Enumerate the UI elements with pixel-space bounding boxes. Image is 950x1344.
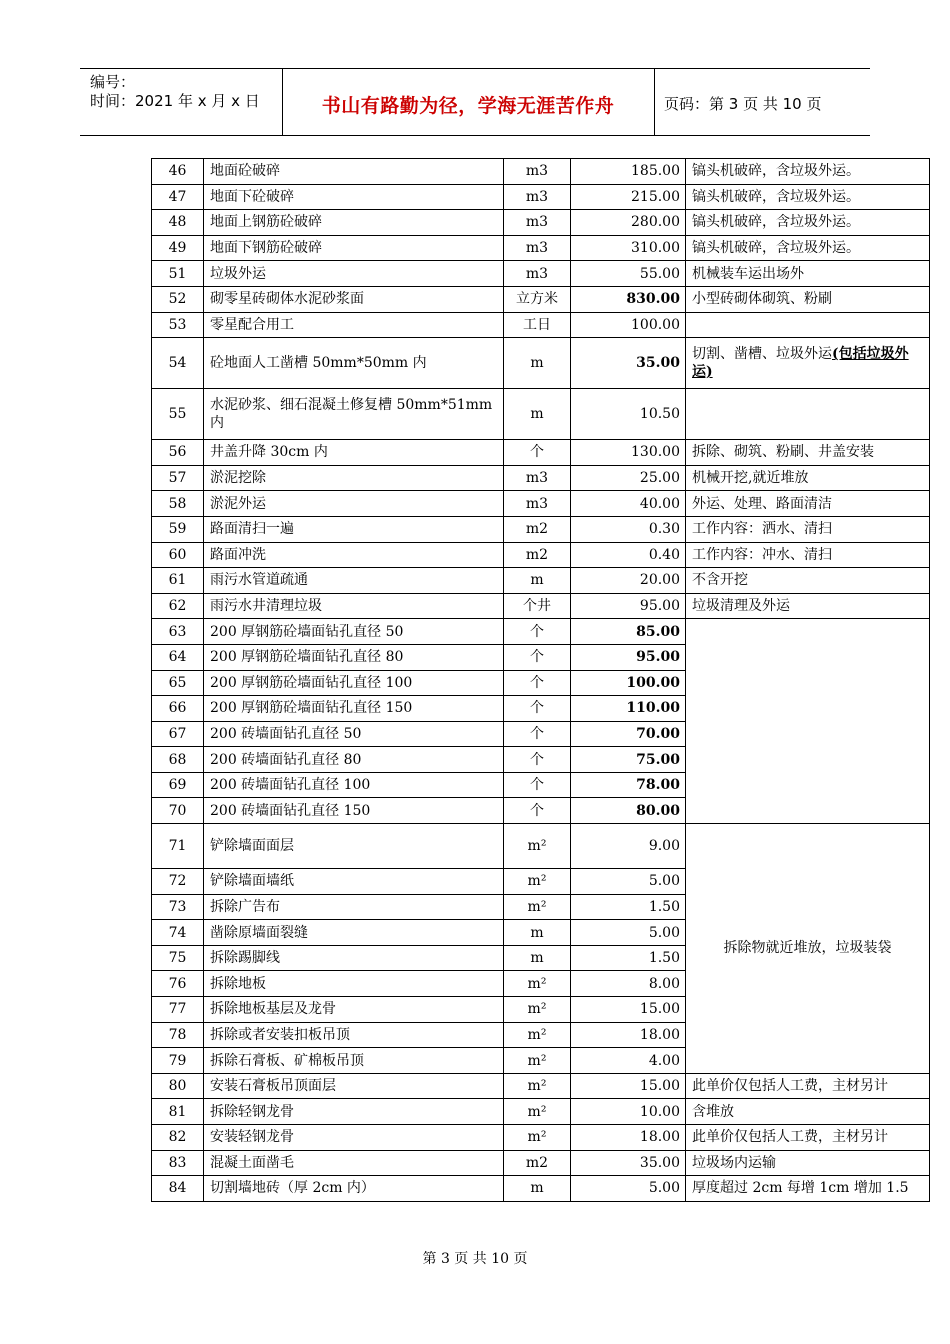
row-number: 65 <box>152 670 204 696</box>
unit-price: 70.00 <box>571 721 686 747</box>
unit: m <box>504 920 571 946</box>
row-number: 56 <box>152 440 204 466</box>
table-row <box>152 1176 930 1202</box>
row-number: 53 <box>152 312 204 338</box>
unit: 工日 <box>504 312 571 338</box>
row-number: 74 <box>152 920 204 946</box>
unit: m2 <box>504 1150 571 1176</box>
unit-price: 78.00 <box>571 772 686 798</box>
table-row <box>152 1125 930 1151</box>
description: 小型砖砌体砌筑、粉刷 <box>686 286 930 312</box>
row-number: 79 <box>152 1048 204 1074</box>
unit: m² <box>504 894 571 920</box>
table-row <box>152 1099 930 1125</box>
item-name: 地面砼破碎 <box>204 159 504 185</box>
unit: m3 <box>504 491 571 517</box>
row-number: 68 <box>152 747 204 773</box>
row-number: 55 <box>152 389 204 440</box>
unit: m² <box>504 1048 571 1074</box>
unit-price: 5.00 <box>571 1176 686 1202</box>
unit-price: 185.00 <box>571 159 686 185</box>
unit: m3 <box>504 184 571 210</box>
unit: m² <box>504 1073 571 1099</box>
description <box>686 338 930 389</box>
table-row <box>152 593 930 619</box>
description: 此单价仅包括人工费，主材另计 <box>686 1073 930 1099</box>
unit-price: 1.50 <box>571 894 686 920</box>
table-row <box>152 286 930 312</box>
item-name: 混凝土面凿毛 <box>204 1150 504 1176</box>
unit: m² <box>504 1022 571 1048</box>
unit-price: 95.00 <box>571 644 686 670</box>
unit-price: 830.00 <box>571 286 686 312</box>
row-number: 47 <box>152 184 204 210</box>
item-name: 拆除地板基层及龙骨 <box>204 997 504 1023</box>
doc-time-label: 时间：2021 年 x 月 x 日 <box>90 92 260 110</box>
unit-price: 95.00 <box>571 593 686 619</box>
item-name: 200 厚钢筋砼墙面钻孔直径 100 <box>204 670 504 696</box>
unit-price: 10.50 <box>571 389 686 440</box>
unit: m3 <box>504 210 571 236</box>
unit: 个井 <box>504 593 571 619</box>
item-name: 拆除踢脚线 <box>204 945 504 971</box>
unit: 个 <box>504 440 571 466</box>
description: 厚度超过 2cm 每增 1cm 增加 1.5 <box>686 1176 930 1202</box>
unit-price: 80.00 <box>571 798 686 824</box>
item-name: 拆除地板 <box>204 971 504 997</box>
table-row <box>152 491 930 517</box>
row-number: 67 <box>152 721 204 747</box>
unit: m3 <box>504 235 571 261</box>
row-number: 52 <box>152 286 204 312</box>
page-header <box>80 68 870 136</box>
item-name: 雨污水井清理垃圾 <box>204 593 504 619</box>
row-number: 62 <box>152 593 204 619</box>
item-name: 零星配合用工 <box>204 312 504 338</box>
description: 外运、处理、路面清洁 <box>686 491 930 517</box>
item-name: 路面冲洗 <box>204 542 504 568</box>
row-number: 46 <box>152 159 204 185</box>
description: 不含开挖 <box>686 568 930 594</box>
unit: 个 <box>504 644 571 670</box>
row-number: 69 <box>152 772 204 798</box>
item-name: 200 砖墙面钻孔直径 100 <box>204 772 504 798</box>
unit-price: 100.00 <box>571 670 686 696</box>
item-name: 砼地面人工凿槽 50mm*50mm 内 <box>204 338 504 389</box>
item-name: 地面上钢筋砼破碎 <box>204 210 504 236</box>
unit: m² <box>504 1125 571 1151</box>
item-name: 铲除墙面墙纸 <box>204 869 504 895</box>
unit-price: 110.00 <box>571 696 686 722</box>
row-number: 51 <box>152 261 204 287</box>
row-number: 73 <box>152 894 204 920</box>
unit-price: 25.00 <box>571 465 686 491</box>
unit-price: 0.40 <box>571 542 686 568</box>
unit-price: 10.00 <box>571 1099 686 1125</box>
item-name: 铲除墙面面层 <box>204 824 504 869</box>
unit: 个 <box>504 747 571 773</box>
item-name: 安装石膏板吊顶面层 <box>204 1073 504 1099</box>
unit: m2 <box>504 516 571 542</box>
row-number: 84 <box>152 1176 204 1202</box>
row-number: 70 <box>152 798 204 824</box>
unit: m <box>504 338 571 389</box>
item-name: 淤泥外运 <box>204 491 504 517</box>
unit-price: 8.00 <box>571 971 686 997</box>
table-row <box>152 261 930 287</box>
item-name: 地面下钢筋砼破碎 <box>204 235 504 261</box>
description <box>686 312 930 338</box>
item-name: 拆除或者安装扣板吊顶 <box>204 1022 504 1048</box>
description: 机械装车运出场外 <box>686 261 930 287</box>
item-name: 垃圾外运 <box>204 261 504 287</box>
table-row <box>152 1150 930 1176</box>
unit-price: 5.00 <box>571 920 686 946</box>
unit-price: 1.50 <box>571 945 686 971</box>
unit-price: 310.00 <box>571 235 686 261</box>
unit: m <box>504 389 571 440</box>
unit: 个 <box>504 772 571 798</box>
unit: m² <box>504 869 571 895</box>
item-name: 切割墙地砖（厚 2cm 内） <box>204 1176 504 1202</box>
table-row <box>152 184 930 210</box>
row-number: 76 <box>152 971 204 997</box>
unit-price: 35.00 <box>571 338 686 389</box>
description: 垃圾清理及外运 <box>686 593 930 619</box>
description <box>686 619 930 824</box>
item-name: 拆除轻钢龙骨 <box>204 1099 504 1125</box>
unit-price: 4.00 <box>571 1048 686 1074</box>
unit: 个 <box>504 670 571 696</box>
header-page-info: 页码：第 3 页 共 10 页 <box>664 95 822 113</box>
item-name: 淤泥挖除 <box>204 465 504 491</box>
row-number: 58 <box>152 491 204 517</box>
item-name: 200 厚钢筋砼墙面钻孔直径 150 <box>204 696 504 722</box>
unit: 个 <box>504 619 571 645</box>
unit: m² <box>504 1099 571 1125</box>
item-name: 雨污水管道疏通 <box>204 568 504 594</box>
unit: m² <box>504 824 571 869</box>
row-number: 66 <box>152 696 204 722</box>
table-row <box>152 235 930 261</box>
item-name: 凿除原墙面裂缝 <box>204 920 504 946</box>
unit-price: 35.00 <box>571 1150 686 1176</box>
unit-price: 280.00 <box>571 210 686 236</box>
unit-price: 130.00 <box>571 440 686 466</box>
price-table-body <box>152 159 930 1202</box>
item-name: 拆除广告布 <box>204 894 504 920</box>
unit-price: 55.00 <box>571 261 686 287</box>
description: 镐头机破碎，含垃圾外运。 <box>686 184 930 210</box>
row-number: 48 <box>152 210 204 236</box>
table-row <box>152 389 930 440</box>
description: 含堆放 <box>686 1099 930 1125</box>
unit: m² <box>504 997 571 1023</box>
item-name: 200 厚钢筋砼墙面钻孔直径 80 <box>204 644 504 670</box>
row-number: 49 <box>152 235 204 261</box>
description: 工作内容：冲水、清扫 <box>686 542 930 568</box>
row-number: 71 <box>152 824 204 869</box>
description: 镐头机破碎，含垃圾外运。 <box>686 159 930 185</box>
row-number: 54 <box>152 338 204 389</box>
unit: 个 <box>504 696 571 722</box>
price-table <box>151 158 930 1202</box>
header-page-cell <box>654 69 870 135</box>
unit: m2 <box>504 542 571 568</box>
unit: 个 <box>504 721 571 747</box>
item-name: 路面清扫一遍 <box>204 516 504 542</box>
description: 此单价仅包括人工费，主材另计 <box>686 1125 930 1151</box>
header-motto-cell <box>282 69 655 135</box>
row-number: 83 <box>152 1150 204 1176</box>
unit-price: 18.00 <box>571 1125 686 1151</box>
unit-price: 18.00 <box>571 1022 686 1048</box>
item-name: 200 厚钢筋砼墙面钻孔直径 50 <box>204 619 504 645</box>
unit-price: 75.00 <box>571 747 686 773</box>
unit-price: 15.00 <box>571 997 686 1023</box>
description-extra: (包括垃圾外运) <box>692 346 909 381</box>
unit: m3 <box>504 465 571 491</box>
table-row <box>152 312 930 338</box>
unit: 立方米 <box>504 286 571 312</box>
description: 工作内容：洒水、清扫 <box>686 516 930 542</box>
row-number: 78 <box>152 1022 204 1048</box>
unit-price: 20.00 <box>571 568 686 594</box>
unit-price: 100.00 <box>571 312 686 338</box>
unit: m² <box>504 971 571 997</box>
table-row <box>152 542 930 568</box>
unit: 个 <box>504 798 571 824</box>
unit-price: 215.00 <box>571 184 686 210</box>
description: 机械开挖,就近堆放 <box>686 465 930 491</box>
table-row <box>152 440 930 466</box>
row-number: 57 <box>152 465 204 491</box>
table-row <box>152 516 930 542</box>
table-row <box>152 338 930 389</box>
item-name: 水泥砂浆、细石混凝土修复槽 50mm*51mm 内 <box>204 389 504 440</box>
description-text: 切割、凿槽、垃圾外运 <box>692 346 832 363</box>
unit: m <box>504 945 571 971</box>
row-number: 81 <box>152 1099 204 1125</box>
table-row <box>152 210 930 236</box>
description <box>686 389 930 440</box>
description: 镐头机破碎，含垃圾外运。 <box>686 210 930 236</box>
item-name: 地面下砼破碎 <box>204 184 504 210</box>
item-name: 200 砖墙面钻孔直径 150 <box>204 798 504 824</box>
row-number: 59 <box>152 516 204 542</box>
header-meta-cell <box>80 69 283 135</box>
row-number: 63 <box>152 619 204 645</box>
unit: m3 <box>504 261 571 287</box>
table-row <box>152 159 930 185</box>
row-number: 60 <box>152 542 204 568</box>
item-name: 砌零星砖砌体水泥砂浆面 <box>204 286 504 312</box>
description: 镐头机破碎，含垃圾外运。 <box>686 235 930 261</box>
item-name: 拆除石膏板、矿棉板吊顶 <box>204 1048 504 1074</box>
description: 垃圾场内运输 <box>686 1150 930 1176</box>
table-row <box>152 619 930 645</box>
unit-price: 5.00 <box>571 869 686 895</box>
row-number: 75 <box>152 945 204 971</box>
header-motto: 书山有路勤为径，学海无涯苦作舟 <box>321 95 615 117</box>
table-row <box>152 465 930 491</box>
unit-price: 40.00 <box>571 491 686 517</box>
unit: m <box>504 568 571 594</box>
unit-price: 9.00 <box>571 824 686 869</box>
merged-note: 拆除物就近堆放，垃圾装袋 <box>686 824 930 1074</box>
table-row <box>152 1073 930 1099</box>
table-row <box>152 568 930 594</box>
item-name: 安装轻钢龙骨 <box>204 1125 504 1151</box>
unit: m <box>504 1176 571 1202</box>
item-name: 200 砖墙面钻孔直径 80 <box>204 747 504 773</box>
row-number: 80 <box>152 1073 204 1099</box>
description: 拆除、砌筑、粉刷、井盖安装 <box>686 440 930 466</box>
unit-price: 85.00 <box>571 619 686 645</box>
table-row <box>152 824 930 869</box>
item-name: 200 砖墙面钻孔直径 50 <box>204 721 504 747</box>
doc-number-label: 编号： <box>90 73 136 91</box>
row-number: 64 <box>152 644 204 670</box>
unit: m3 <box>504 159 571 185</box>
row-number: 82 <box>152 1125 204 1151</box>
row-number: 72 <box>152 869 204 895</box>
unit-price: 15.00 <box>571 1073 686 1099</box>
row-number: 77 <box>152 997 204 1023</box>
item-name: 井盖升降 30cm 内 <box>204 440 504 466</box>
row-number: 61 <box>152 568 204 594</box>
unit-price: 0.30 <box>571 516 686 542</box>
page-footer: 第 3 页 共 10 页 <box>422 1251 528 1267</box>
